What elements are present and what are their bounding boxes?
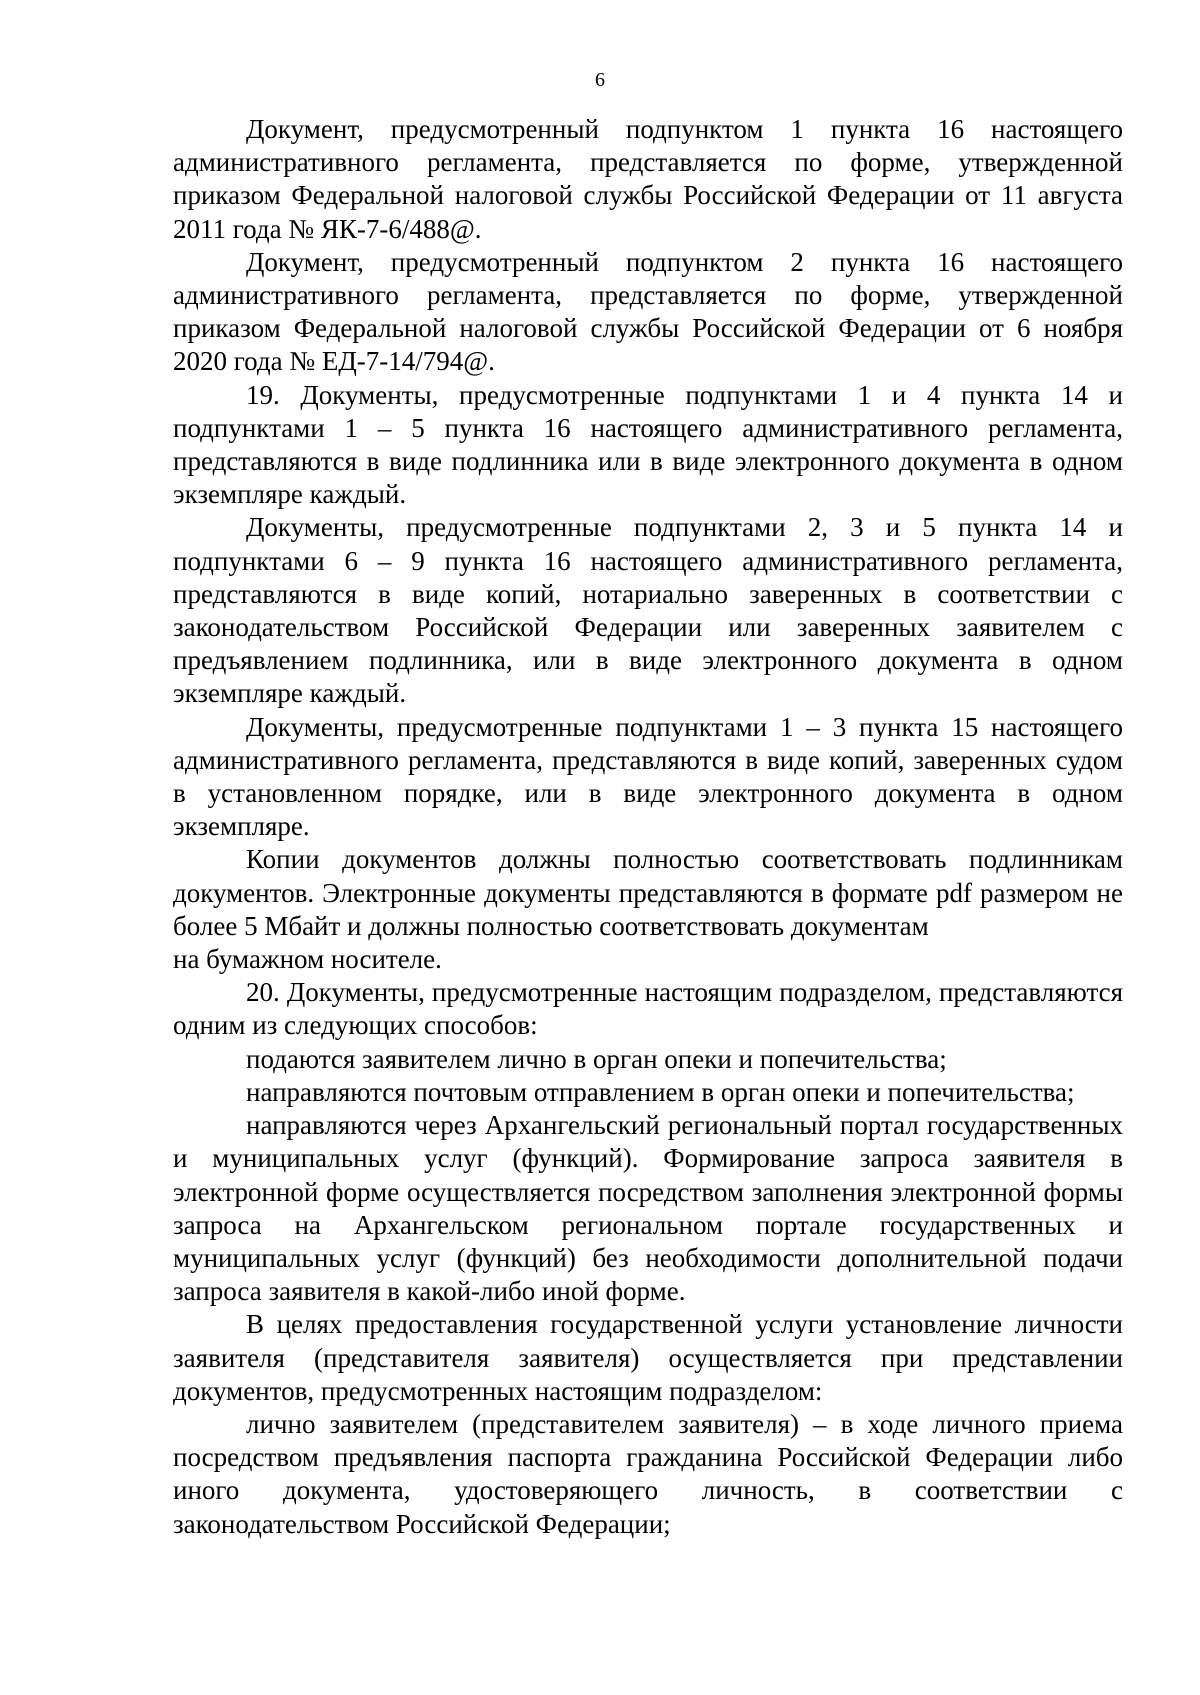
paragraph-copies-requirements: Копии документов должны полностью соответствовать подлинникам документов. Электронные документы представляются в формате pdf размером не более 5 Мбайт и должны полностью соответствовать документам — [173, 844, 1123, 941]
list-item-in-person: подаются заявителем лично в орган опеки и попечительства; — [246, 1043, 947, 1074]
paragraph-19-originals: 19. Документы, предусмотренные подпунктами 1 и 4 пункта 14 и подпунктами 1 – 5 пункта 16 настоящего административного регламента, представляются в виде подлинника или в виде электронного документа в одном экземпляре каждый. — [173, 379, 1123, 510]
list-item-regional-portal: направляются через Архангельский региональный портал государственных и муниципальных услуг (функций). Формирование запроса заявителя в электронной форме осуществляется посредством заполнения электронной формы запроса на Архангельском региональном портале государственных и муниципальных услуг (функций) без необходимости дополнительной подачи запроса заявителя в какой-либо иной форме. — [173, 1110, 1123, 1307]
paragraph-egrn-extract-form: Документ, предусмотренный подпунктом 2 пункта 16 настоящего административного регламента, представляется по форме, утвержденной приказом Федеральной налоговой службы Российской Федерации от 6 ноября 2020 года № ЕД-7-14/794@. — [173, 246, 1123, 377]
paragraph-copies-requirements-continued: на бумажном носителе. — [173, 944, 442, 975]
paragraph-20-submission-methods: 20. Документы, предусмотренные настоящим подразделом, представляются одним из следующих способов: — [173, 977, 1123, 1041]
list-item-by-post: направляются почтовым отправлением в орган опеки и попечительства; — [246, 1076, 1075, 1107]
paragraph-inn-certificate-form: Документ, предусмотренный подпунктом 1 пункта 16 настоящего административного регламента, представляется по форме, утвержденной приказом Федеральной налоговой службы Российской Федерации от 11 августа 2011 года № ЯК-7-6/488@. — [173, 114, 1123, 244]
page-number: 6 — [595, 69, 605, 91]
paragraph-court-copies: Документы, предусмотренные подпунктами 1 – 3 пункта 15 настоящего административного регламента, представляются в виде копий, заверенных судом в установленном порядке, или в виде электронного документа в одном экземпляре. — [173, 711, 1123, 842]
paragraph-identity-verification: В целях предоставления государственной услуги установление личности заявителя (представителя заявителя) осуществляется при представлении документов, предусмотренных настоящим подразделом: — [173, 1309, 1123, 1406]
paragraph-notarized-copies: Документы, предусмотренные подпунктами 2, 3 и 5 пункта 14 и подпунктами 6 – 9 пункта 16 настоящего административного регламента, представляются в виде копий, нотариально заверенных в соответствии с законодательством Российской Федерации или заверенных заявителем с предъявлением подлинника, или в виде электронного документа в одном экземпляре каждый. — [173, 512, 1123, 709]
document-body — [173, 113, 1123, 1541]
list-item-personal-reception: лично заявителем (представителем заявителя) – в ходе личного приема посредством предъявления паспорта гражданина Российской Федерации либо иного документа, удостоверяющего личность, в соответствии с законодательством Российской Федерации; — [173, 1408, 1123, 1539]
